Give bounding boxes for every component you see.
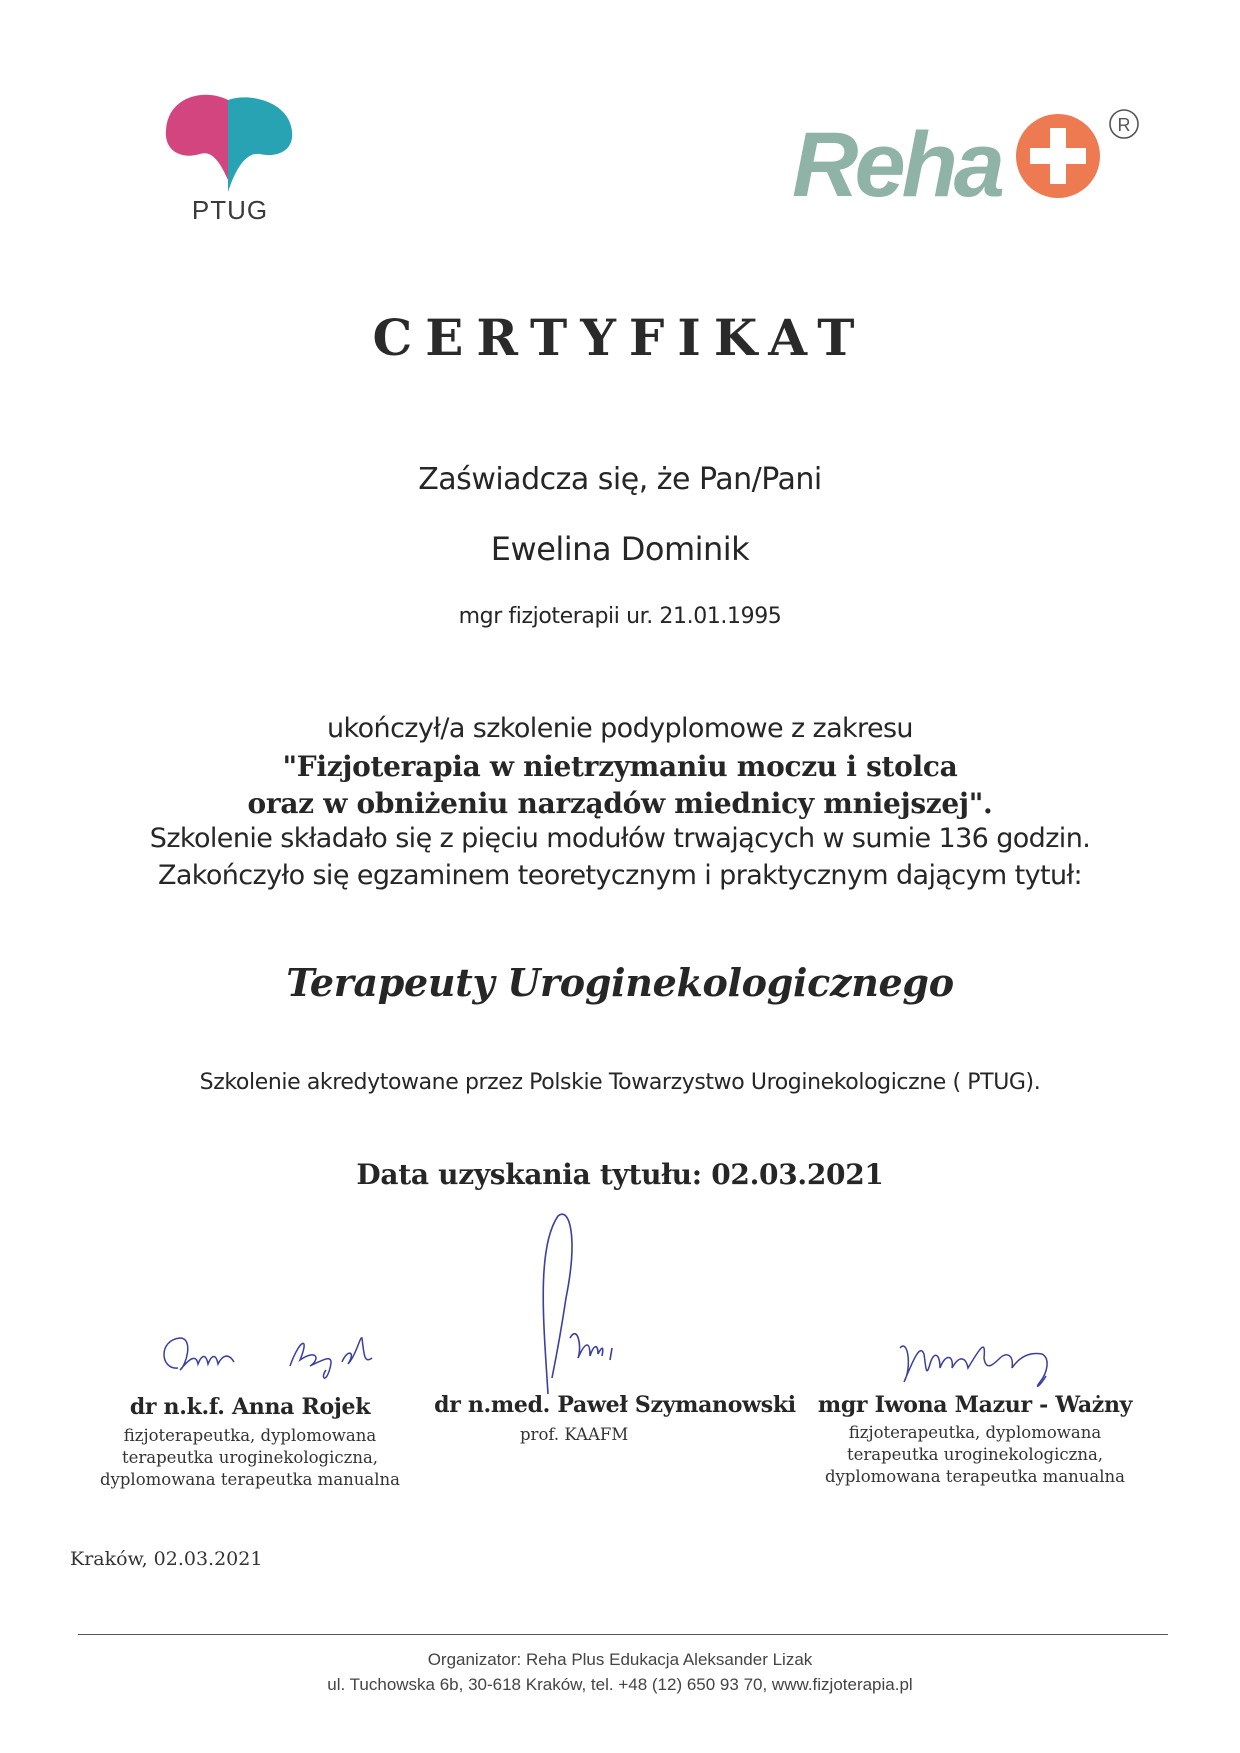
ptug-logo-text: PTUG bbox=[191, 195, 269, 225]
course-name-line-1: "Fizjoterapia w nietrzymaniu moczu i stolca bbox=[282, 750, 958, 783]
signatory-2-name: dr n.med. Paweł Szymanowski bbox=[434, 1392, 796, 1418]
certificate-intro: Zaświadcza się, że Pan/Pani bbox=[418, 462, 822, 497]
signatory-3-desc-line-3: dyplomowana terapeutka manualna bbox=[824, 1467, 1125, 1486]
signatory-3-name: mgr Iwona Mazur - Ważny bbox=[817, 1392, 1133, 1418]
ptug-logo-teal-shape bbox=[228, 97, 292, 192]
recipient-degree: mgr fizjoterapii ur. 21.01.1995 bbox=[458, 604, 782, 629]
certificate-title: CERTYFIKAT bbox=[372, 308, 868, 367]
completed-statement: ukończył/a szkolenie podyplomowe z zakresu bbox=[327, 713, 913, 744]
signatory-1-desc-line-2: terapeutka uroginekologiczna, bbox=[121, 1448, 379, 1467]
exam-statement: Zakończyło się egzaminem teoretycznym i praktycznym dającym tytuł: bbox=[157, 860, 1083, 891]
signatory-2-description bbox=[520, 1424, 720, 1446]
footer-organizer: Organizator: Reha Plus Edukacja Aleksander Lizak bbox=[427, 1650, 813, 1669]
ptug-logo-pink-shape bbox=[166, 95, 228, 180]
signature-anna-rojek bbox=[150, 1318, 390, 1388]
signatory-3-description bbox=[800, 1422, 1150, 1488]
signature-pawel-szymanowski bbox=[530, 1208, 650, 1398]
signatory-1-name: dr n.k.f. Anna Rojek bbox=[129, 1394, 371, 1420]
accreditation-statement: Szkolenie akredytowane przez Polskie Towarzystwo Uroginekologiczne ( PTUG). bbox=[199, 1070, 1041, 1095]
signatory-1-desc-line-1: fizjoterapeutka, dyplomowana bbox=[123, 1426, 377, 1445]
earned-title: Terapeuty Uroginekologicznego bbox=[286, 960, 954, 1005]
recipient-name: Ewelina Dominik bbox=[490, 530, 750, 568]
footer-divider bbox=[78, 1634, 1168, 1635]
signatory-3-desc-line-1: fizjoterapeutka, dyplomowana bbox=[848, 1423, 1102, 1442]
title-date: Data uzyskania tytułu: 02.03.2021 bbox=[356, 1158, 884, 1191]
signature-iwona-mazur-wazny bbox=[890, 1328, 1080, 1398]
registered-mark-letter: R bbox=[1117, 115, 1131, 135]
signatory-2-desc-line-1: prof. KAAFM bbox=[520, 1425, 629, 1444]
place-and-date: Kraków, 02.03.2021 bbox=[70, 1548, 263, 1570]
modules-statement: Szkolenie składało się z pięciu modułów trwających w sumie 136 godzin. bbox=[149, 823, 1091, 854]
signatory-1-desc-line-3: dyplomowana terapeutka manualna bbox=[99, 1470, 400, 1489]
reha-logo-text: Reha bbox=[792, 114, 1001, 216]
footer-address: ul. Tuchowska 6b, 30-618 Kraków, tel. +48 (12) 650 93 70, www.fizjoterapia.pl bbox=[327, 1675, 913, 1694]
reha-logo-plus-horizontal bbox=[1030, 148, 1086, 164]
signatory-3-desc-line-2: terapeutka uroginekologiczna, bbox=[846, 1445, 1104, 1464]
course-name-line-2: oraz w obniżeniu narządów miednicy mniejszej". bbox=[247, 787, 993, 820]
signatory-1-description bbox=[80, 1425, 420, 1491]
reha-plus-logo bbox=[790, 100, 1150, 230]
